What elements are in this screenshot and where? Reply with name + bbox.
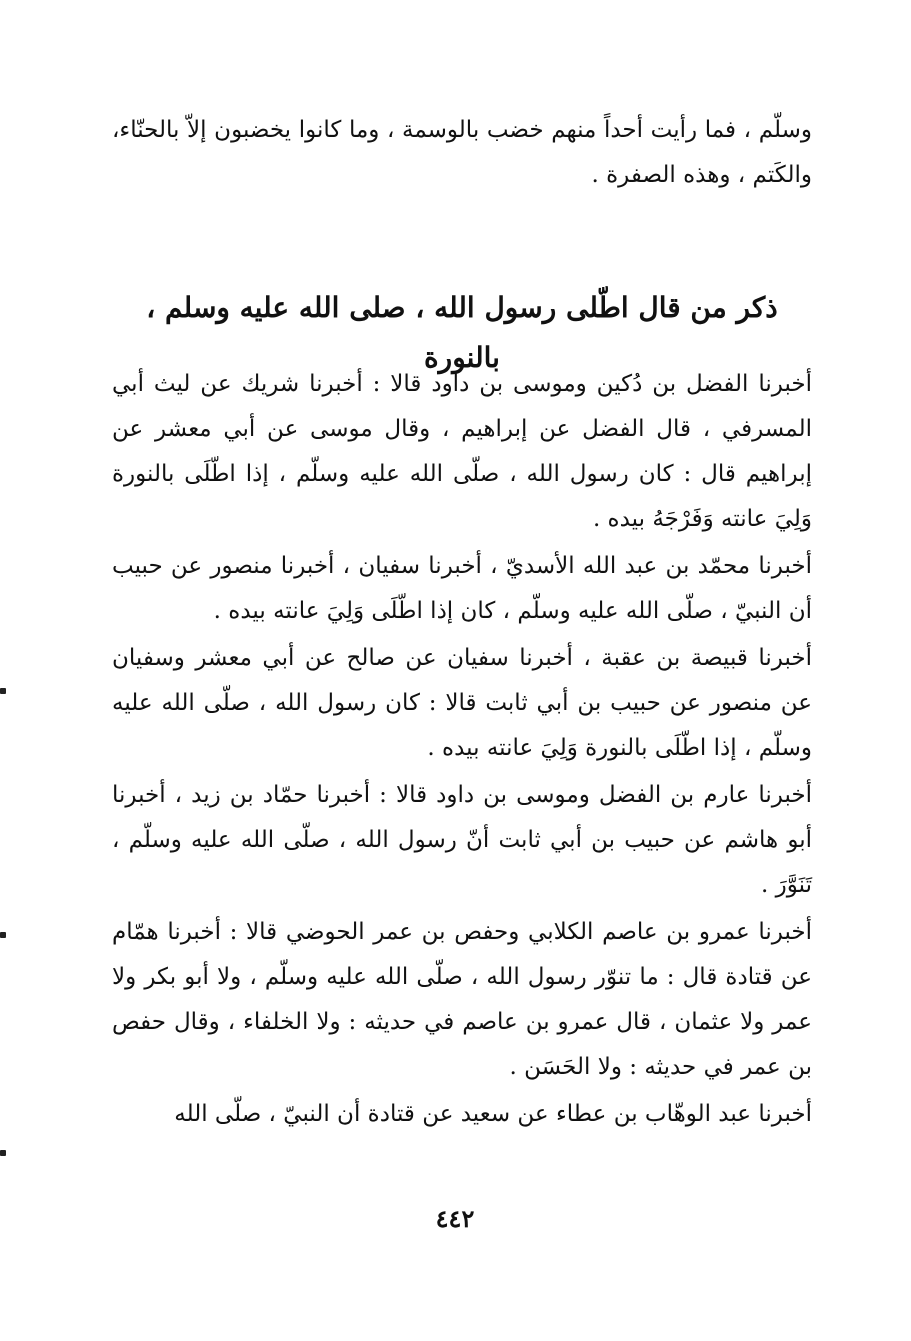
paragraph-2: أخبرنا محمّد بن عبد الله الأسديّ ، أخبرنا سفيان ، أخبرنا منصور عن حبيب أن النبيّ ، صلّى الله عليه وسلّم ، كان إذا اطّلَى وَلِيَ عانته بيده . [112,553,812,624]
section-heading: ذكر من قال اطّلى رسول الله ، صلى الله عليه وسلم ، بالنورة [146,291,778,374]
paragraph-1: أخبرنا الفضل بن دُكين وموسى بن داود قالا : أخبرنا شريك عن ليث أبي المسرفي ، قال الفضل عن إبراهيم ، وقال موسى عن أبي معشر عن إبراهيم قال : كان رسول الله ، صلّى الله عليه وسلّم ، إذا اطّلَى بالنورة وَلِيَ عانته وَفَرْجَهُ بيده . [112,371,812,532]
scan-mark [0,1150,6,1156]
paragraph-3: أخبرنا قبيصة بن عقبة ، أخبرنا سفيان عن صالح عن أبي معشر وسفيان عن منصور عن حبيب بن أبي ثابت قالا : كان رسول الله ، صلّى الله عليه وسلّم ، إذا اطّلَى بالنورة وَلِيَ عانته بيده . [112,645,812,761]
page-number: ٤٤٢ [435,1204,475,1233]
scan-mark [0,932,6,938]
paragraph-6: أخبرنا عبد الوهّاب بن عطاء عن سعيد عن قتادة أن النبيّ ، صلّى الله [174,1101,812,1127]
intro-paragraph [112,108,812,198]
scan-mark [0,688,6,694]
paragraph-5: أخبرنا عمرو بن عاصم الكلابي وحفص بن عمر الحوضي قالا : أخبرنا همّام عن قتادة قال : ما تنوّر رسول الله ، صلّى الله عليه وسلّم ، ولا أبو بكر ولا عمر ولا عثمان ، قال عمرو بن عاصم في حديثه : ولا الخلفاء ، وقال حفص بن عمر في حديثه : ولا الحَسَن . [112,919,812,1080]
intro-text: وسلّم ، فما رأيت أحداً منهم خضب بالوسمة ، وما كانوا يخضبون إلاّ بالحنّاء، والكَتم ، وهذه الصفرة . [112,117,812,188]
body-text [112,362,812,1137]
paragraph-4: أخبرنا عارم بن الفضل وموسى بن داود قالا : أخبرنا حمّاد بن زيد ، أخبرنا أبو هاشم عن حبيب بن أبي ثابت أنّ رسول الله ، صلّى الله عليه وسلّم ، تَنَوَّرَ . [112,782,812,898]
